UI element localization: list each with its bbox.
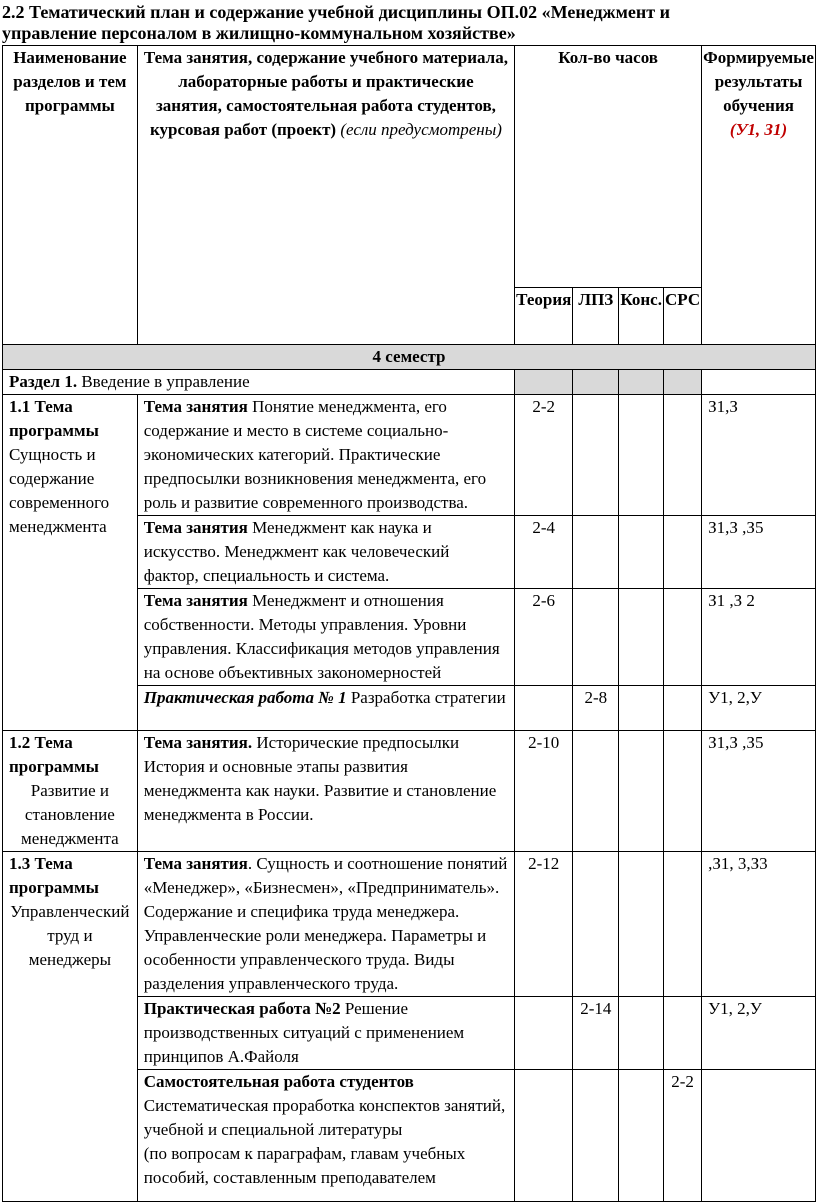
lpz-hours <box>573 589 619 686</box>
topic-1-1-name: Сущность и содержание современного менеджмента <box>9 445 110 536</box>
lpz-hours <box>573 516 619 589</box>
semester-row: 4 семестр <box>3 345 816 370</box>
result-codes: ,З1, 3,З3 <box>702 852 816 997</box>
section-1-text: Введение в управление <box>81 372 250 391</box>
self-study-text: Систематическая проработка конспектов занятий, учебной и специальной литературы <box>143 1096 506 1139</box>
header-topic-italic: (если предусмотрены) <box>340 120 502 139</box>
lesson-text: Понятие менеджмента, его содержание и место в системе социально- экономических категорий. Практические предпосылки возникновения менеджмента, его роль и развитие современного производства. <box>143 397 487 512</box>
header-topic-bold: Тема занятия, содержание учебного материала, лабораторные работы и практические занятия, самостоятельная работа студентов, курсовая работ (проект) <box>143 48 508 139</box>
topic-1-3-title: 1.3 Тема программы <box>9 854 99 897</box>
lpz-hours: 2-8 <box>573 686 619 731</box>
header-results-red: (У1, З1) <box>729 120 788 139</box>
practice-label: Практическая работа №2 <box>143 999 341 1018</box>
lesson-row <box>137 395 514 516</box>
practice-text: Разработка стратегии <box>350 688 506 707</box>
section-1-cell <box>619 370 664 395</box>
lesson-row <box>137 731 514 852</box>
lesson-text: . Сущность и соотношение понятий «Менеджер», «Бизнесмен», «Предприниматель». Содержание и специфика труда менеджера. Управленческие роли менеджера. Параметры и особенности управленческого труда. Виды разделения управленческого труда. <box>143 854 508 993</box>
section-1-cell <box>573 370 619 395</box>
lesson-row <box>137 589 514 686</box>
cons-hours <box>619 395 664 516</box>
cons-hours <box>619 997 664 1070</box>
lesson-text: Менеджмент и отношения собственности. Методы управления. Уровни управления. Классификация методов управления на основе объективных закономерностей <box>143 591 500 682</box>
self-study-label: Самостоятельная работа студентов <box>143 1072 414 1091</box>
lpz-hours <box>573 395 619 516</box>
theory-hours: 2-10 <box>515 731 573 852</box>
lesson-row <box>137 852 514 997</box>
lesson-row <box>137 516 514 589</box>
cons-hours <box>619 686 664 731</box>
section-1-cell <box>663 370 701 395</box>
header-results <box>702 46 816 345</box>
header-srs: СРС <box>663 288 701 345</box>
header-lpz: ЛПЗ <box>573 288 619 345</box>
topic-1-2 <box>3 731 138 852</box>
theory-hours: 2-2 <box>515 395 573 516</box>
section-1-cell <box>702 370 816 395</box>
srs-hours <box>663 395 701 516</box>
lesson-label: Тема занятия <box>143 397 248 416</box>
topic-1-3-name: Управленческий труд и менеджеры <box>10 902 130 969</box>
lesson-label: Тема занятия <box>143 591 248 610</box>
header-topic <box>137 46 514 345</box>
header-theory: Теория <box>515 288 573 345</box>
header-cons: Конс. <box>619 288 664 345</box>
self-study-row <box>137 1070 514 1202</box>
section-1-title <box>3 370 515 395</box>
cons-hours <box>619 589 664 686</box>
practice-text: Решение производственных ситуаций с применением принципов А.Файоля <box>143 999 465 1066</box>
lesson-label: Тема занятия. <box>143 733 253 752</box>
srs-hours: 2-2 <box>663 1070 701 1202</box>
theory-hours <box>515 686 573 731</box>
lesson-label: Тема занятия <box>143 518 248 537</box>
lesson-text: Исторические предпосылки История и основные этапы развития менеджмента как науки. Развитие и становление менеджмента в России. <box>143 733 497 824</box>
srs-hours <box>663 852 701 997</box>
header-sections: Наименование разделов и тем программы <box>3 46 138 345</box>
result-codes <box>702 1070 816 1202</box>
result-codes: У1, 2,У <box>702 997 816 1070</box>
section-1-bold: Раздел 1. <box>9 372 78 391</box>
section-1-cell <box>515 370 573 395</box>
theory-hours: 2-6 <box>515 589 573 686</box>
heading-line-2: управление персоналом в жилищно-коммунальном хозяйстве» <box>2 23 516 43</box>
topic-1-1 <box>3 395 138 731</box>
result-codes: З1,З ,З5 <box>702 731 816 852</box>
header-results-text: Формируемые результаты обучения <box>703 48 814 115</box>
lpz-hours <box>573 1070 619 1202</box>
srs-hours <box>663 731 701 852</box>
result-codes: У1, 2,У <box>702 686 816 731</box>
lesson-label: Тема занятия <box>143 854 248 873</box>
theory-hours: 2-12 <box>515 852 573 997</box>
practice-label: Практическая работа № 1 <box>143 688 347 707</box>
cons-hours <box>619 1070 664 1202</box>
document-heading <box>2 2 814 44</box>
lesson-text: Менеджмент как наука и искусство. Менеджмент как человеческий фактор, специальность и система. <box>143 518 450 585</box>
lpz-hours: 2-14 <box>573 997 619 1070</box>
result-codes: З1,З ,З5 <box>702 516 816 589</box>
lpz-hours <box>573 731 619 852</box>
srs-hours <box>663 516 701 589</box>
topic-1-2-title: 1.2 Тема программы <box>9 733 99 776</box>
practice-row <box>137 686 514 731</box>
cons-hours <box>619 516 664 589</box>
thematic-plan-table <box>2 45 816 1202</box>
topic-1-1-title: 1.1 Тема программы <box>9 397 99 440</box>
theory-hours <box>515 1070 573 1202</box>
result-codes: З1 ,З 2 <box>702 589 816 686</box>
practice-row <box>137 997 514 1070</box>
lpz-hours <box>573 852 619 997</box>
srs-hours <box>663 686 701 731</box>
result-codes: З1,З <box>702 395 816 516</box>
header-hours: Кол-во часов <box>515 46 702 288</box>
topic-1-2-name: Развитие и становление менеджмента <box>21 781 119 848</box>
theory-hours: 2-4 <box>515 516 573 589</box>
cons-hours <box>619 731 664 852</box>
theory-hours <box>515 997 573 1070</box>
self-study-text-2: (по вопросам к параграфам, главам учебных пособий, составленным преподавателем <box>143 1144 466 1187</box>
heading-line-1: 2.2 Тематический план и содержание учебной дисциплины ОП.02 «Менеджмент и <box>2 2 670 22</box>
srs-hours <box>663 589 701 686</box>
topic-1-3 <box>3 852 138 1202</box>
srs-hours <box>663 997 701 1070</box>
cons-hours <box>619 852 664 997</box>
